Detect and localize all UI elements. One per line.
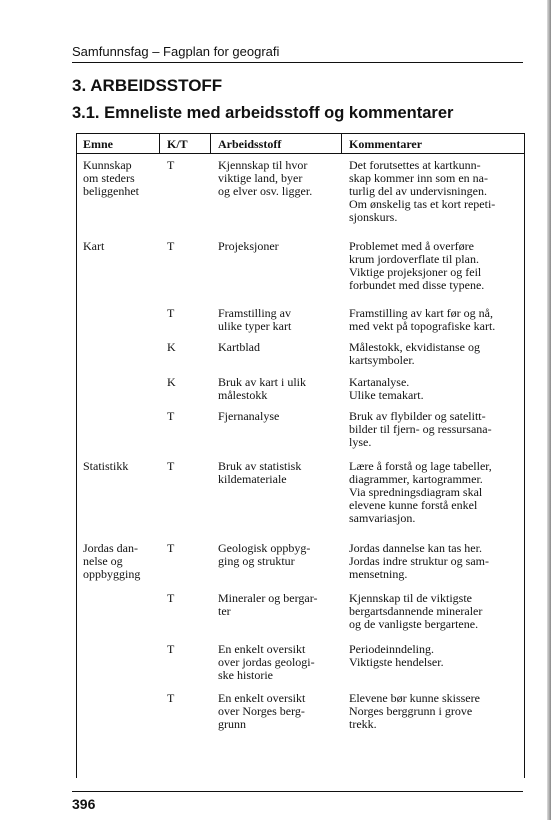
cell-arbeidsstoff: Mineraler og bergar- ter: [218, 591, 318, 618]
cell-arbeidsstoff: En enkelt oversikt over jordas geologi- ske historie: [218, 642, 315, 682]
cell-kommentar: Framstilling av kart før og nå, med vekt på topografiske kart.: [349, 306, 496, 333]
cell-kommentar: Jordas dannelse kan tas her. Jordas indre struktur og sam- mensetning.: [349, 541, 489, 581]
column-divider: [159, 134, 160, 154]
header-kt: K/T: [167, 137, 188, 151]
cell-kt: T: [167, 642, 175, 656]
cell-kt: T: [167, 158, 175, 172]
section-title: 3.1. Emneliste med arbeidsstoff og kommentarer: [72, 104, 454, 122]
cell-kommentar: Kartanalyse. Ulike temakart.: [349, 375, 424, 402]
cell-arbeidsstoff: En enkelt oversikt over Norges berg- grunn: [218, 691, 306, 731]
cell-kt: T: [167, 591, 175, 605]
header-arbeidsstoff: Arbeidsstoff: [218, 137, 282, 151]
header-emne: Emne: [83, 137, 113, 151]
cell-arbeidsstoff: Fjernanalyse: [218, 409, 280, 423]
cell-kt: T: [167, 306, 175, 320]
cell-kt: K: [167, 375, 176, 389]
cell-emne: Kunnskap om steders beliggenhet: [83, 158, 139, 198]
cell-kt: K: [167, 340, 176, 354]
cell-arbeidsstoff: Framstilling av ulike typer kart: [218, 306, 292, 333]
page-number: 396: [72, 796, 96, 812]
cell-kommentar: Periodeinndeling. Viktigste hendelser.: [349, 642, 444, 669]
cell-emne: Statistikk: [83, 459, 129, 473]
cell-kommentar: Elevene bør kunne skissere Norges berggrunn i grove trekk.: [349, 691, 480, 731]
column-divider: [210, 134, 211, 154]
cell-arbeidsstoff: Bruk av statistisk kildemateriale: [218, 459, 302, 486]
cell-kt: T: [167, 239, 175, 253]
cell-kt: T: [167, 459, 175, 473]
cell-kommentar: Bruk av flybilder og satelitt- bilder til fjern- og ressursana- lyse.: [349, 409, 492, 449]
page-edge: [547, 0, 551, 820]
running-head: Samfunnsfag – Fagplan for geografi: [72, 44, 280, 59]
cell-emne: Kart: [83, 239, 105, 253]
table-header-rule: [77, 153, 524, 154]
cell-kt: T: [167, 691, 175, 705]
cell-kommentar: Det forutsettes at kartkunn- skap kommer inn som en na- turlig del av undervisningen. Om ønskelig tas et kort repeti- sjonskurs.: [349, 158, 496, 224]
cell-arbeidsstoff: Projeksjoner: [218, 239, 279, 253]
header-kommentarer: Kommentarer: [349, 137, 423, 151]
cell-kommentar: Kjennskap til de viktigste bergartsdannende mineraler og de vanligste bergartene.: [349, 591, 483, 631]
cell-emne: Jordas dan- nelse og oppbygging: [83, 541, 141, 581]
cell-kt: T: [167, 409, 175, 423]
cell-arbeidsstoff: Geologisk oppbyg- ging og struktur: [218, 541, 311, 568]
cell-arbeidsstoff: Kjennskap til hvor viktige land, byer og elver osv. ligger.: [218, 158, 313, 198]
header-rule: [72, 62, 523, 63]
cell-arbeidsstoff: Kartblad: [218, 340, 260, 354]
column-divider: [341, 134, 342, 154]
topic-table: [76, 133, 525, 778]
cell-kommentar: Problemet med å overføre krum jordoverflate til plan. Viktige projeksjoner og feil forbundet med disse typene.: [349, 239, 485, 292]
cell-kommentar: Målestokk, ekvidistanse og kartsymboler.: [349, 340, 480, 367]
chapter-title: 3. ARBEIDSSTOFF: [72, 76, 223, 95]
footer-rule: [72, 791, 523, 792]
cell-kt: T: [167, 541, 175, 555]
table-header-row: [77, 133, 524, 154]
cell-arbeidsstoff: Bruk av kart i ulik målestokk: [218, 375, 306, 402]
cell-kommentar: Lære å forstå og lage tabeller, diagrammer, kartogrammer. Via spredningsdiagram skal elevene kunne forstå enkel samvariasjon.: [349, 459, 492, 525]
